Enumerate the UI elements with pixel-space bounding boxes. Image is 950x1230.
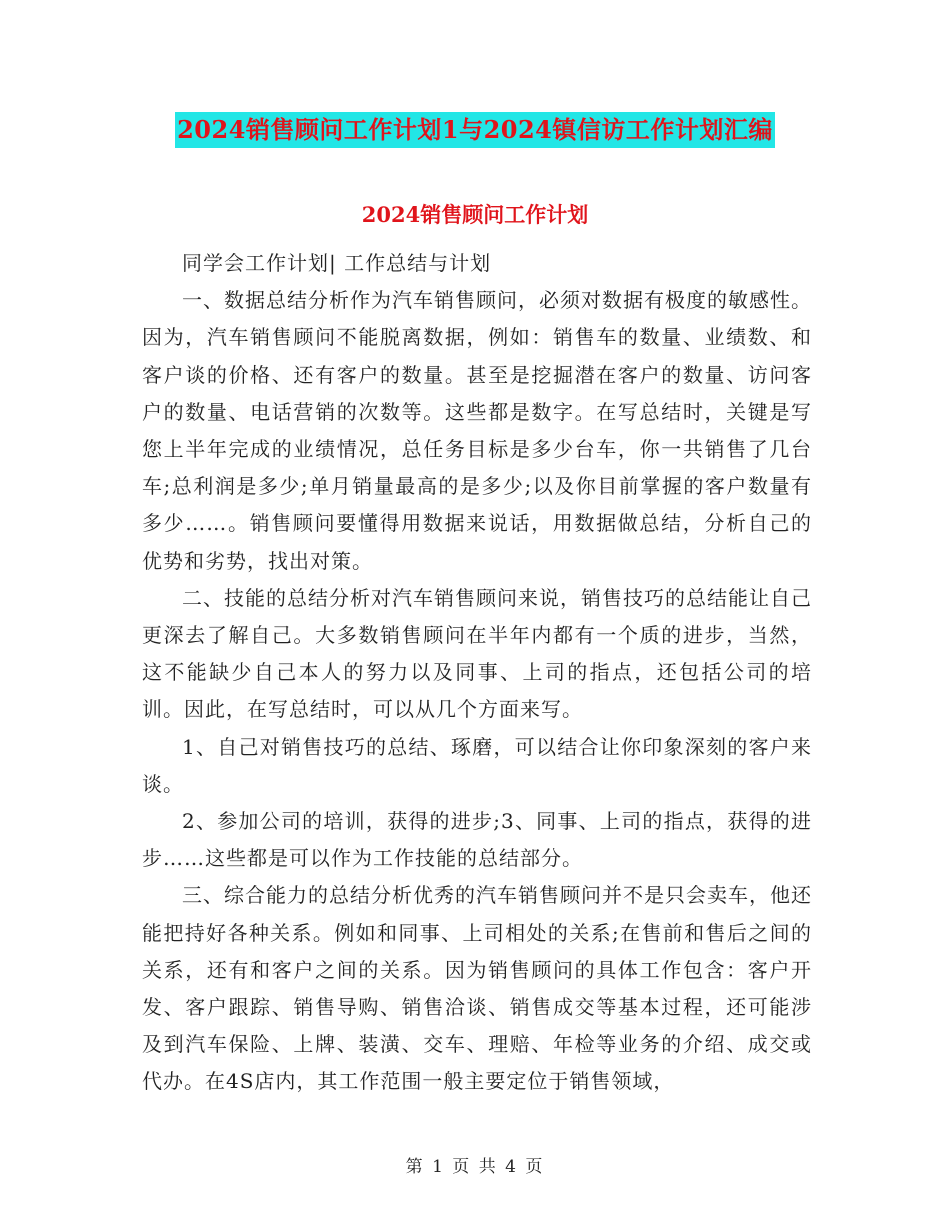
document-body [142,245,812,1101]
paragraph: 2、参加公司的培训，获得的进步;3、同事、上司的指点，获得的进步……这些都是可以作为工作技能的总结部分。 [142,809,812,871]
paragraph: 同学会工作计划| 工作总结与计划 [182,251,492,275]
paragraph: 一、数据总结分析作为汽车销售顾问，必须对数据有极度的敏感性。因为，汽车销售顾问不能脱离数据，例如：销售车的数量、业绩数、和客户谈的价格、还有客户的数量。甚至是挖掘潜在客户的数量、访问客户的数量、电话营销的次数等。这些都是数字。在写总结时，关键是写您上半年完成的业绩情况，总任务目标是多少台车，你一共销售了几台车;总利润是多少;单月销量最高的是多少;以及你目前掌握的客户数量有多少……。销售顾问要懂得用数据来说话，用数据做总结，分析自己的优势和劣势，找出对策。 [142,288,812,573]
paragraph: 1、自己对销售技巧的总结、琢磨，可以结合让你印象深刻的客户来谈。 [142,734,812,796]
document-title [0,112,950,148]
page-footer: 第 1 页 共 4 页 [405,1157,545,1177]
document-title-text: 2024销售顾问工作计划1与2024镇信访工作计划汇编 [175,112,775,148]
paragraph: 二、技能的总结分析对汽车销售顾问来说，销售技巧的总结能让自己更深去了解自己。大多数销售顾问在半年内都有一个质的进步，当然，这不能缺少自己本人的努力以及同事、上司的指点，还包括公司的培训。因此，在写总结时，可以从几个方面来写。 [142,585,812,722]
paragraph: 三、综合能力的总结分析优秀的汽车销售顾问并不是只会卖车，他还能把持好各种关系。例如和同事、上司相处的关系;在售前和售后之间的关系，还有和客户之间的关系。因为销售顾问的具体工作包含：客户开发、客户跟踪、销售导购、销售洽谈、销售成交等基本过程，还可能涉及到汽车保险、上牌、装潢、交车、理赔、年检等业务的介绍、成交或代办。在4S店内，其工作范围一般主要定位于销售领域， [142,883,812,1094]
section-title: 2024销售顾问工作计划 [361,202,589,227]
